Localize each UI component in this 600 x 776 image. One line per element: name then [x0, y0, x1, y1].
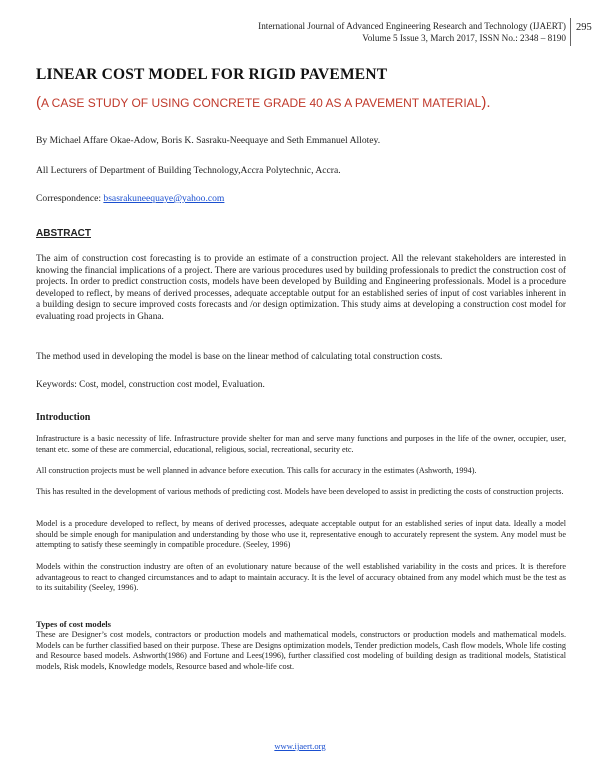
authors-line: By Michael Affare Okae-Adow, Boris K. Sasraku-Neequaye and Seth Emmanuel Allotey.: [36, 135, 381, 146]
abstract-paragraph-1: The aim of construction cost forecasting is to provide an estimate of a construction project. All the relevant stakeholders are interested in knowing the financial implications of a project. There are various procedures used by building professionals to predict the construction cost of projects. In order to predict construction costs, models have been developed by Building and Engineering professionals. Model is a procedure developed to reflect, by means of derived processes, adequate acceptable output for an established series of input of cost variables inherent in a building design to secure improved costs forecasts and /or design optimization. This study aims at developing a construction cost model for evaluating road projects in Ghana.: [36, 254, 566, 322]
correspondence-label: Correspondence:: [36, 193, 104, 204]
subtitle-text: A CASE STUDY OF USING CONCRETE GRADE 40 AS A PAVEMENT MATERIAL: [41, 96, 482, 110]
correspondence-line: [36, 193, 224, 204]
types-paragraph-1: These are Designer’s cost models, contractors or production models and mathematical models, constructors or production models and mathematical models. Models can be further classified based on their purpose. These are Designs optimization models, Tender prediction models, Cash flow models, Whole life costing and Resource based models. Ashworth(1986) and Fortune and Lees(1996), further classified cost modeling of building design as traditional models, Statistical models, Risk models, Knowledge models, Resource based and whole-life cost.: [36, 630, 566, 671]
introduction-heading: Introduction: [36, 412, 91, 423]
page-number: 295: [576, 22, 592, 33]
subtitle-open-paren: (: [36, 94, 41, 111]
intro-paragraph-3: This has resulted in the development of various methods of predicting cost. Models have been developed to assist in predicting the costs of construction projects.: [36, 487, 564, 496]
intro-paragraph-2: All construction projects must be well planned in advance before execution. This calls for accuracy in the estimates (Ashworth, 1994).: [36, 466, 477, 475]
journal-name: International Journal of Advanced Engineering Research and Technology (IJAERT): [258, 21, 566, 31]
abstract-paragraph-2: The method used in developing the model is base on the linear method of calculating total construction costs.: [36, 352, 443, 362]
volume-info: Volume 5 Issue 3, March 2017, ISSN No.: 2348 – 8190: [362, 33, 566, 43]
running-header: [150, 20, 566, 44]
affiliation-line: All Lecturers of Department of Building Technology,Accra Polytechnic, Accra.: [36, 165, 341, 176]
intro-paragraph-5: Models within the construction industry are often of an evolutionary nature because of the well established variability in the costs and prices. It is therefore advantageous to react to changed circumstances and to adapt to maintain accuracy. It is the level of accuracy obtained from any model which must be the test as to its suitability (Seeley, 1996).: [36, 562, 566, 593]
intro-paragraph-4: Model is a procedure developed to reflect, by means of derived processes, adequate acceptable output for an established series of input data. Ideally a model should be simple enough for manipulation and understanding by those who use it, representative enough to accurately represent the system. Any model must be attempting to satisfy these seemingly in compatible procedure. (Seeley, 1996): [36, 519, 566, 550]
abstract-heading: ABSTRACT: [36, 228, 91, 239]
paper-subtitle: [36, 94, 491, 111]
correspondence-email-link[interactable]: bsasrakuneequaye@yahoo.com: [103, 193, 225, 204]
footer-url-link[interactable]: www.ijaert.org: [274, 741, 326, 751]
header-divider: [570, 18, 571, 46]
page-footer: [0, 741, 600, 751]
keywords-line: Keywords: Cost, model, construction cost model, Evaluation.: [36, 380, 265, 390]
subtitle-close-paren: ).: [481, 94, 491, 111]
paper-title: LINEAR COST MODEL FOR RIGID PAVEMENT: [36, 66, 388, 83]
types-heading: Types of cost models: [36, 619, 112, 629]
intro-paragraph-1: Infrastructure is a basic necessity of life. Infrastructure provide shelter for man and serve many functions and purposes in the life of the owner, occupier, user, tenant etc. some of these are commercial, educational, religious, social, recreational, security etc.: [36, 434, 566, 454]
